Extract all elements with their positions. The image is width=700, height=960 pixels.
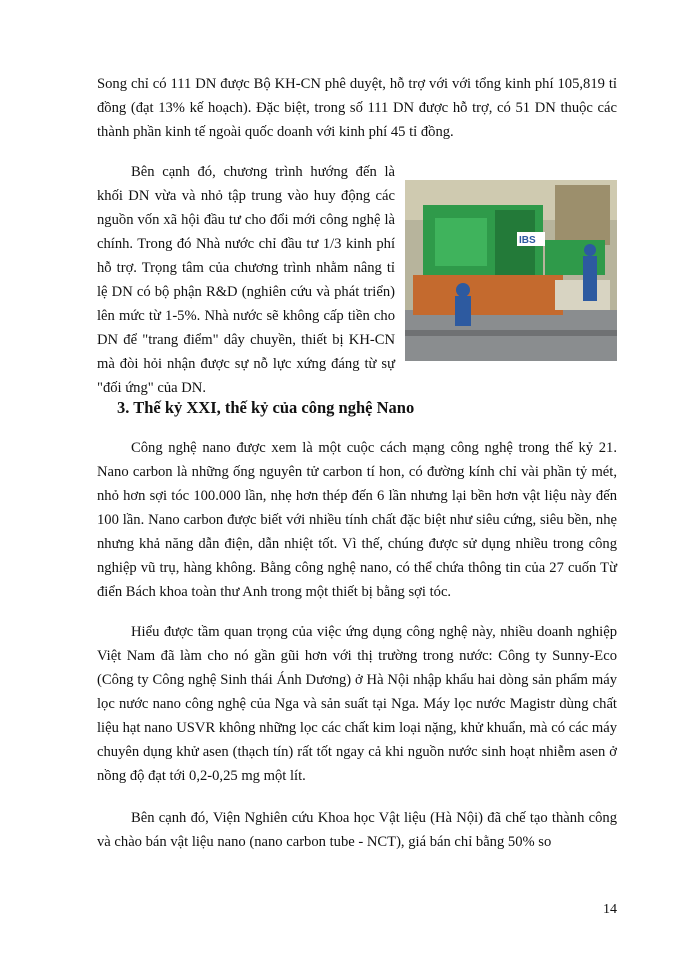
paragraph-2-text: Bên cạnh đó, chương trình hướng đến là khối DN vừa và nhỏ tập trung vào huy động các nguồn vốn xã hội đầu tư cho đổi mới công nghệ là chính. Trong đó Nhà nước chỉ đầu tư 1/3 kinh phí hỗ trợ. Trọng tâm của chương trình nhằm nâng tỉ lệ DN có bộ phận R&D (nghiên cứu và phát triển) lên mức từ 1-5%. Nhà nước sẽ không cấp tiền cho DN để "trang điểm" dây chuyền, thiết bị KH-CN mà đòi hỏi nhận được sự nỗ lực xứng đáng từ sự "đối ứng" của DN.	[97, 164, 395, 396]
paragraph-3-text: Công nghệ nano được xem là một cuộc cách mạng công nghệ trong thế kỷ 21. Nano carbon là những ống nguyên tử carbon tí hon, có đường kính chỉ vài phần tỷ mét, nhỏ hơn sợi tóc 100.000 lần, nhẹ hơn thép đến 6 lần nhưng lại bền hơn vật liệu này đến 100 lần. Nano carbon được biết với nhiều tính chất đặc biệt như siêu cứng, siêu bền, nhẹ nhưng khả năng dẫn điện, dẫn nhiệt tốt. Vì thế, chúng được sử dụng nhiều trong công nghiệp vũ trụ, hàng không. Bằng công nghệ nano, có thể chứa thông tin của 27 cuốn Từ điển Bách khoa toàn thư Anh trong một thiết bị bằng sợi tóc.	[97, 440, 617, 600]
paragraph-1-text: Song chỉ có 111 DN được Bộ KH-CN phê duyệt, hỗ trợ với với tổng kinh phí 105,819 tỉ đồng (đạt 13% kế hoạch). Đặc biệt, trong số 111 DN được hỗ trợ, có 51 DN thuộc các thành phần kinh tế ngoài quốc doanh với kinh phí 45 tỉ đồng.	[97, 76, 617, 140]
paragraph-3	[97, 436, 617, 604]
paragraph-1	[97, 72, 617, 144]
paragraph-2	[97, 160, 617, 400]
paragraph-5	[97, 806, 617, 854]
section-heading: 3. Thế kỷ XXI, thế kỷ của công nghệ Nano	[117, 398, 415, 417]
factory-photo-image	[405, 180, 617, 361]
paragraph-5-text: Bên cạnh đó, Viện Nghiên cứu Khoa học Vật liệu (Hà Nội) đã chế tạo thành công và chào bán vật liệu nano (nano carbon tube - NCT), giá bán chỉ bằng 50% so	[97, 810, 617, 850]
page-number: 14	[603, 902, 617, 917]
paragraph-4-text: Hiểu được tầm quan trọng của việc ứng dụng công nghệ này, nhiều doanh nghiệp Việt Nam đã làm cho nó gần gũi hơn với thị trường trong nước: Công ty Sunny-Eco (Công ty Công nghệ Sinh thái Ánh Dương) ở Hà Nội nhập khẩu hai dòng sản phẩm máy lọc nước nano công nghệ của Nga và sản suất tại Nga. Máy lọc nước Magistr dùng chất liệu hạt nano USVR không những lọc các chất kim loại nặng, khử khuẩn, mà có các máy chuyên dụng khử asen (thạch tín) rất tốt ngay cả khi nguồn nước sinh hoạt nhiễm asen ở nồng độ đạt tới 0,2-0,25 mg một lít.	[97, 624, 617, 784]
paragraph-4	[97, 620, 617, 788]
factory-photo	[405, 180, 617, 361]
machine-logo: IBS	[519, 235, 536, 246]
